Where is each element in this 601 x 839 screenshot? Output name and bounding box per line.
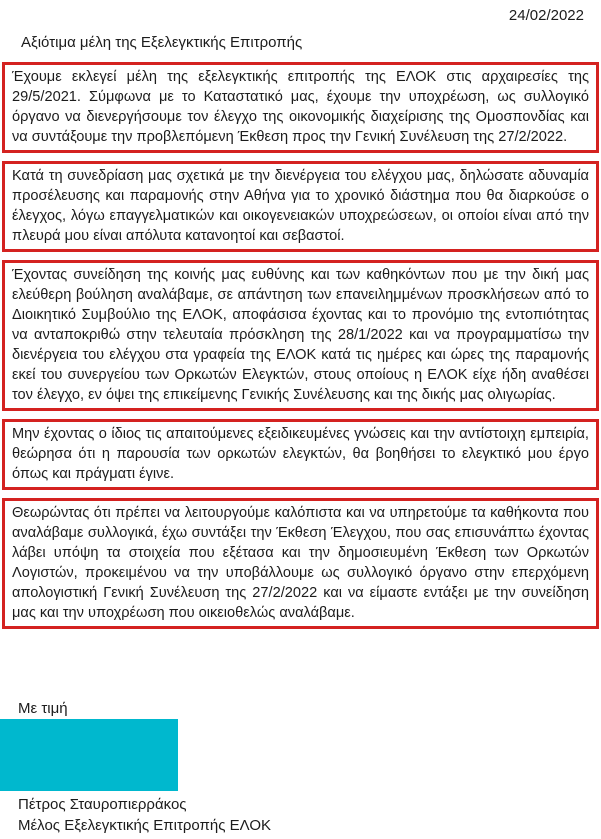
paragraph-box-4: Μην έχοντας ο ίδιος τις απαιτούμενες εξειδικευμένες γνώσεις και την αντίστοιχη εμπειρία, θεώρησα ότι η παρουσία των ορκωτών ελεγκτών, θα βοηθήσει το ελεγκτικό μου έργο όπως και πράγματι έγινε. xyxy=(2,419,599,490)
paragraph-box-1: Έχουμε εκλεγεί μέλη της εξελεγκτικής επιτροπής της ΕΛΟΚ στις αρχαιρεσίες της 29/5/2021. Σύμφωνα με το Καταστατικό μας, έχουμε την υποχρέωση, ως συλλογικό όργανο να διενεργήσουμε τον έλεγχο της οικονομικής διαχείρισης της Ομοσπονδίας και να συντάξουμε την προβλεπόμενη Έκθεση προς την Γενική Συνέλευση της 27/2/2022. xyxy=(2,62,599,153)
signatory-name: Πέτρος Σταυροπιερράκος xyxy=(18,796,187,813)
closing-salute: Με τιμή xyxy=(18,700,68,717)
paragraph-box-3: Έχοντας συνείδηση της κοινής μας ευθύνης και των καθηκόντων που με την δική μας ελεύθερη βούληση αναλάβαμε, σε απάντηση των επανειλημμένων προσκλήσεων από το Διοικητικό Συμβούλιο της ΕΛΟΚ, αποφάσισα έχοντας και το προνόμιο της εντοπιότητας να ανταποκριθώ στην τελευταία πρόσκληση της 28/1/2022 και να προγραμματίσω την διενέργεια του ελέγχου στα γραφεία της ΕΛΟΚ κατά τις ημέρες και ώρες της παραμονής εκεί του συνεργείου των Ορκωτών Ελεγκτών, στους οποίους η ΕΛΟΚ είχε ήδη αναθέσει τον έλεγχο, εν όψει της επικείμενης Γενικής Συνέλευσης και της δικής μας ολιγωρίας. xyxy=(2,260,599,411)
paragraph-box-2: Κατά τη συνεδρίαση μας σχετικά με την διενέργεια του ελέγχου μας, δηλώσατε αδυναμία προσέλευσης και παραμονής στην Αθήνα για το χρονικό διάστημα που θα διαρκούσε ο έλεγχος, λόγω επαγγελματικών και οικογενειακών υποχρεώσεων, οι οποίοι είναι από την πλευρά μου είναι απόλυτα κατανοητοί και σεβαστοί. xyxy=(2,161,599,252)
salutation: Αξιότιμα μέλη της Εξελεγκτικής Επιτροπής xyxy=(21,34,303,51)
signature-redaction-block xyxy=(0,719,178,791)
signatory-title: Μέλος Εξελεγκτικής Επιτροπής ΕΛΟΚ xyxy=(18,817,272,834)
paragraph-boxes xyxy=(2,62,599,637)
paragraph-box-5: Θεωρώντας ότι πρέπει να λειτουργούμε καλόπιστα και να υπηρετούμε τα καθήκοντα που αναλάβαμε συλλογικά, έχω συντάξει την Έκθεση Έλεγχου, που σας επισυνάπτω έχοντας λάβει υπόψη τα στοιχεία που εξέτασα και την δημοσιευμένη Έκθεση των Ορκωτών Λογιστών, προκειμένου να την υποβάλλουμε ως συλλογικό όργανο στην επερχόμενη απολογιστική Γενική Συνέλευση της 27/2/2022 και να είμαστε εντάξει με την συνείδηση μας και την υποχρέωση που οικειοθελώς αναλάβαμε. xyxy=(2,498,599,629)
date-stamp: 24/02/2022 xyxy=(508,7,584,24)
